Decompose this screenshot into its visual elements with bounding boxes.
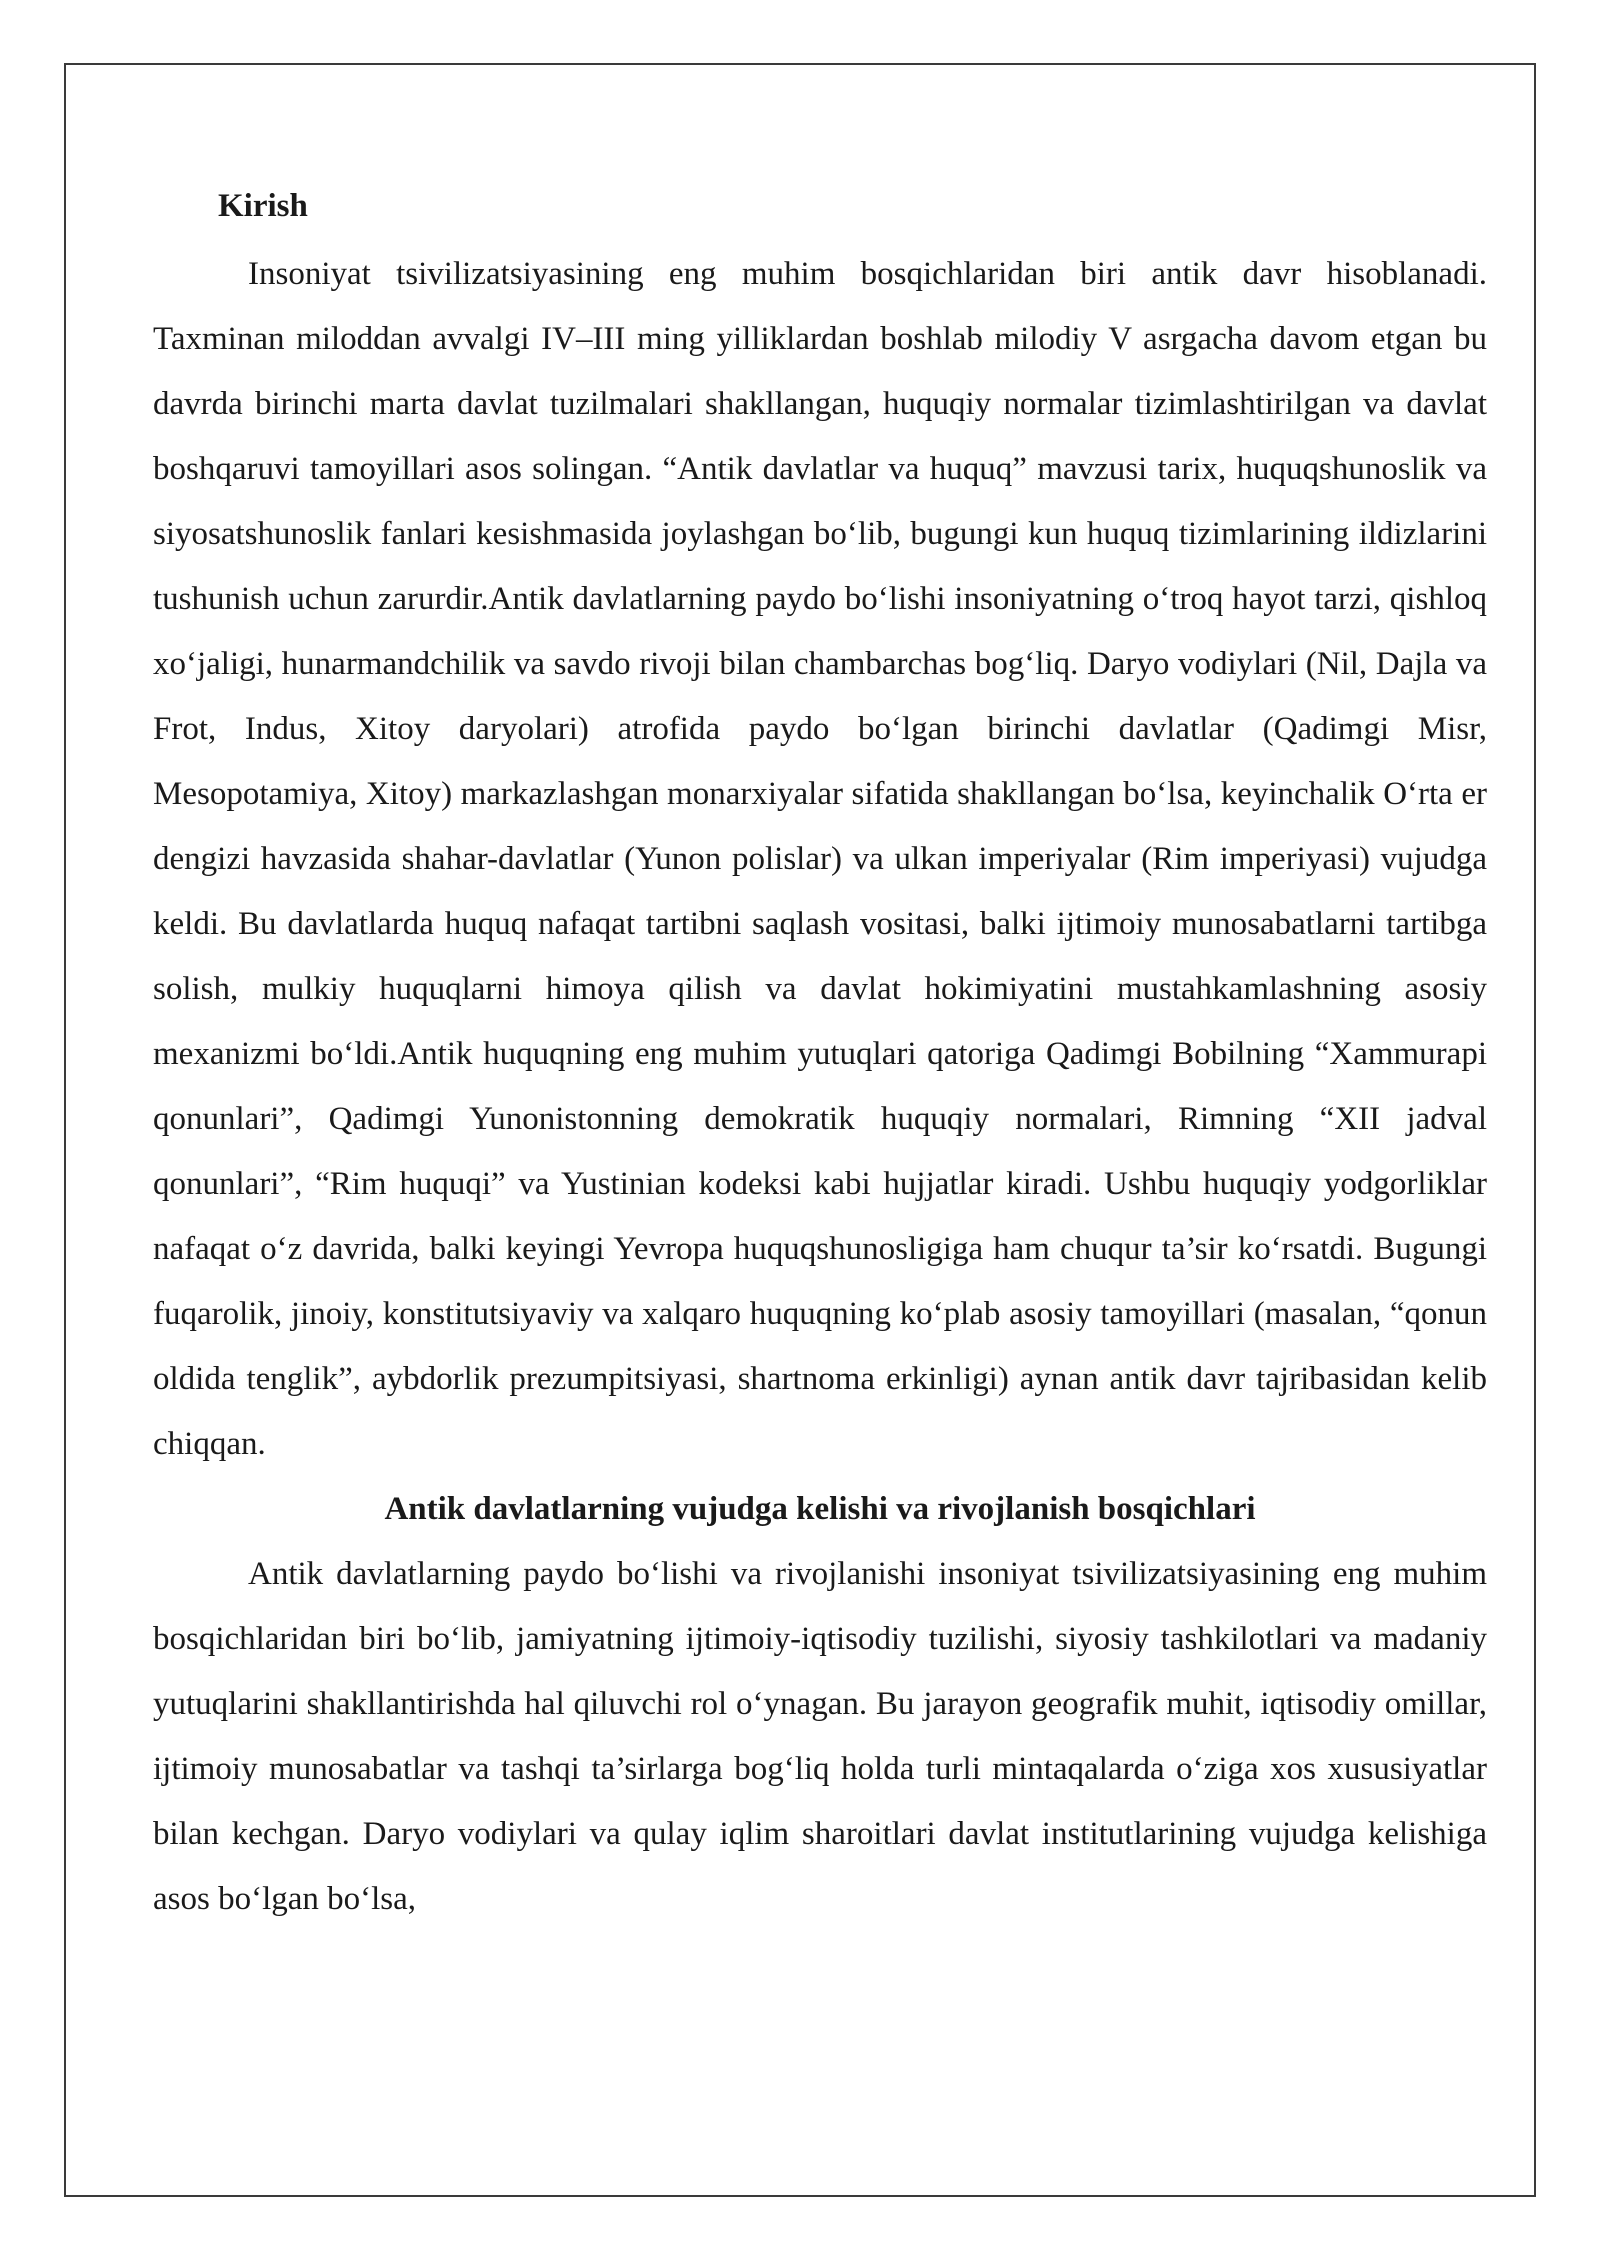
intro-heading: Kirish (218, 188, 308, 224)
section-paragraph: Antik davlatlarning paydo bo‘lishi va rivojlanishi insoniyat tsivilizatsiyasining eng muhim bosqichlaridan biri bo‘lib, jamiyatning ijtimoiy-iqtisodiy tuzilishi, siyosiy tashkilotlari va madaniy yutuqlarini shakllantirishda hal qiluvchi rol o‘ynagan. Bu jarayon geografik muhit, iqtisodiy omillar, ijtimoiy munosabatlar va tashqi ta’sirlarga bog‘liq holda turli mintaqalarda o‘ziga xos xususiyatlar bilan kechgan. Daryo vodiylari va qulay iqlim sharoitlari davlat institutlarining vujudga kelishiga asos bo‘lgan bo‘lsa, (153, 1556, 1487, 1917)
document-body (153, 178, 1487, 1932)
intro-paragraph: Insoniyat tsivilizatsiyasining eng muhim bosqichlaridan biri antik davr hisoblanadi. Taxminan miloddan avvalgi IV–III ming yilliklardan boshlab milodiy V asrgacha davom etgan bu davrda birinchi marta davlat tuzilmalari shakllangan, huquqiy normalar tizimlashtirilgan va davlat boshqaruvi tamoyillari asos solingan. “Antik davlatlar va huquq” mavzusi tarix, huquqshunoslik va siyosatshunoslik fanlari kesishmasida joylashgan bo‘lib, bugungi kun huquq tizimlarining ildizlarini tushunish uchun zarurdir.Antik davlatlarning paydo bo‘lishi insoniyatning o‘troq hayot tarzi, qishloq xo‘jaligi, hunarmandchilik va savdo rivoji bilan chambarchas bog‘liq. Daryo vodiylari (Nil, Dajla va Frot, Indus, Xitoy daryolari) atrofida paydo bo‘lgan birinchi davlatlar (Qadimgi Misr, Mesopotamiya, Xitoy) markazlashgan monarxiyalar sifatida shakllangan bo‘lsa, keyinchalik O‘rta er dengizi havzasida shahar-davlatlar (Yunon polislar) va ulkan imperiyalar (Rim imperiyasi) vujudga keldi. Bu davlatlarda huquq nafaqat tartibni saqlash vositasi, balki ijtimoiy munosabatlarni tartibga solish, mulkiy huquqlarni himoya qilish va davlat hokimiyatini mustahkamlashning asosiy mexanizmi bo‘ldi.Antik huquqning eng muhim yutuqlari qatoriga Qadimgi Bobilning “Xammurapi qonunlari”, Qadimgi Yunonistonning demokratik huquqiy normalari, Rimning “XII jadval qonunlari”, “Rim huquqi” va Yustinian kodeksi kabi hujjatlar kiradi. Ushbu huquqiy yodgorliklar nafaqat o‘z davrida, balki keyingi Yevropa huquqshunosligiga ham chuqur ta’sir ko‘rsatdi. Bugungi fuqarolik, jinoiy, konstitutsiyaviy va xalqaro huquqning ko‘plab asosiy tamoyillari (masalan, “qonun oldida tenglik”, aybdorlik prezumpitsiyasi, shartnoma erkinligi) aynan antik davr tajribasidan kelib chiqqan. (153, 256, 1487, 1462)
section-heading: Antik davlatlarning vujudga kelishi va rivojlanish bosqichlari (384, 1491, 1256, 1527)
